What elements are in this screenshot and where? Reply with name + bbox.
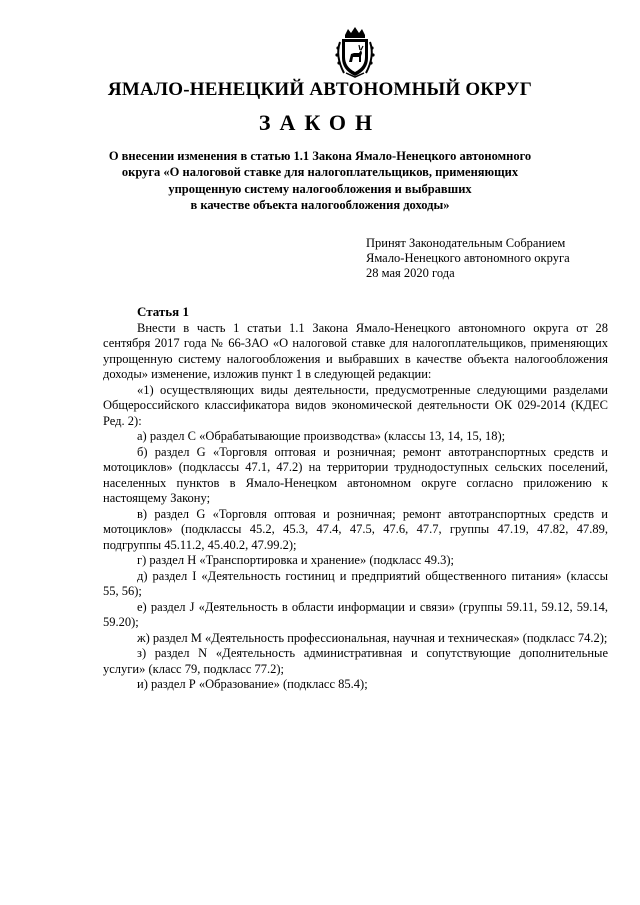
subject-line: О внесении изменения в статью 1.1 Закона Ямало-Ненецкого автономного (108, 149, 532, 163)
region-name: ЯМАЛО-НЕНЕЦКИЙ АВТОНОМНЫЙ ОКРУГ (107, 79, 533, 100)
article-heading: Статья 1 (137, 304, 189, 319)
adoption-note (366, 236, 626, 281)
article-paragraph: б) раздел G «Торговля оптовая и розничная; ремонт автотранспортных средств и мотоциклов» (подклассы 47.1, 47.2) на территории труднодоступных сельских поселений, населенных пунктов в Ямало-Ненецком автономном округе согласно приложению к настоящему Закону; (103, 444, 608, 505)
article-paragraph: «1) осуществляющих виды деятельности, предусмотренные следующими разделами Общероссийского классификатора видов экономической деятельности ОК 029-2014 (КДЕС Ред. 2): (103, 382, 608, 428)
subject-line: упрощенную систему налогообложения и выбравших (168, 181, 472, 196)
article-paragraph: Внести в часть 1 статьи 1.1 Закона Ямало-Ненецкого автономного округа от 28 сентября 2017 года № 66-ЗАО «О налоговой ставке для налогоплательщиков, применяющих упрощенную систему налогообложения и выбравших в качестве объекта налогообложения доходы» изменение, изложив пункт 1 в следующей редакции: (103, 320, 608, 381)
article-paragraph: ж) раздел М «Деятельность профессиональная, научная и техническая» (подкласс 74.2); (137, 630, 608, 645)
adoption-line: 28 мая 2020 года (366, 266, 455, 280)
adoption-line: Ямало-Ненецкого автономного округа (366, 251, 570, 265)
article-paragraph: и) раздел Р «Образование» (подкласс 85.4); (137, 677, 368, 691)
article-paragraph: в) раздел G «Торговля оптовая и розничная; ремонт автотранспортных средств и мотоциклов» (подклассы 45.2, 45.3, 47.4, 47.5, 47.6, 47.7, группы 47.19, 47.82, 47.89, подгруппы 45.11.2, 45.40.2, 47.99.2); (103, 506, 608, 552)
article-paragraph: е) раздел J «Деятельность в области информации и связи» (группы 59.11, 59.12, 59.14, 59.20); (103, 599, 608, 629)
article-paragraph: д) раздел I «Деятельность гостиниц и предприятий общественного питания» (классы 55, 56); (103, 568, 608, 598)
article-paragraph: а) раздел С «Обрабатывающие производства» (классы 13, 14, 15, 18); (137, 429, 506, 443)
adoption-line: Принят Законодательным Собранием (366, 236, 566, 250)
article-paragraph: г) раздел Н «Транспортировка и хранение» (подкласс 49.3); (137, 553, 455, 567)
article-paragraph: з) раздел N «Деятельность административная и сопутствующие дополнительные услуги» (класс 79, подкласс 77.2); (103, 646, 608, 676)
article-body (103, 304, 608, 693)
coat-of-arms-icon (332, 26, 378, 78)
document-type: ЗАКОН (258, 110, 382, 135)
subject-line: в качестве объекта налогообложения доходы» (190, 197, 450, 212)
subject-line: округа «О налоговой ставке для налогоплательщиков, применяющих (121, 165, 519, 180)
law-subject (100, 148, 540, 213)
